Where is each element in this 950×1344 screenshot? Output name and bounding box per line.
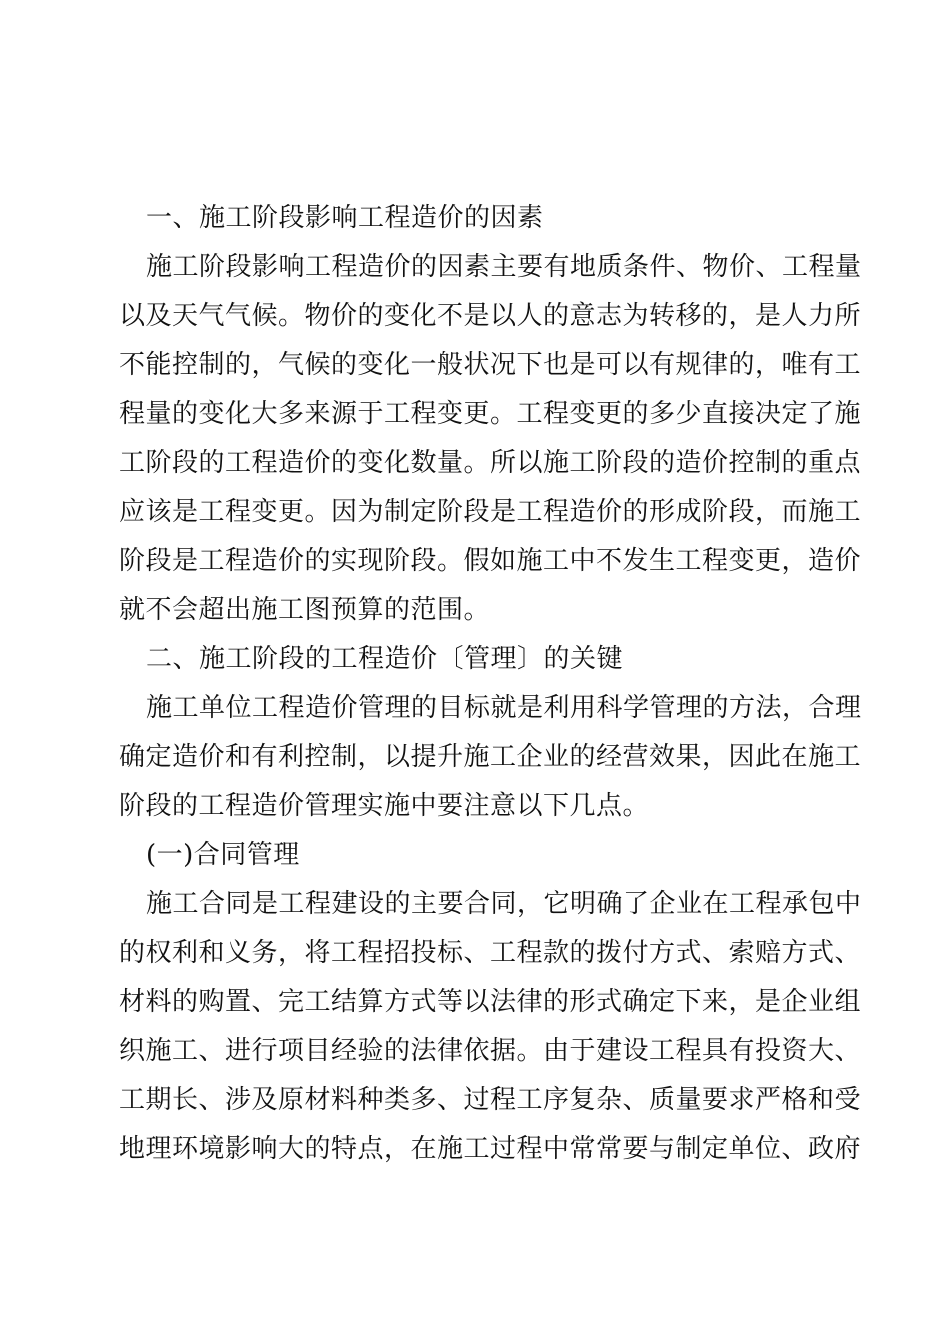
document-page [119,194,862,1174]
paragraph-line: 织施工、进行项目经验的法律依据。由于建设工程具有投资大、 [119,1036,862,1066]
paragraph-line: 材料的购置、完工结算方式等以法律的形式确定下来，是企业组 [119,987,862,1017]
paragraph-line: 以及天气气候。物价的变化不是以人的意志为转移的，是人力所 [119,301,862,331]
paragraph-line: 施工单位工程造价管理的目标就是利用科学管理的方法，合理 [146,693,862,723]
paragraph-line: 施工阶段影响工程造价的因素主要有地质条件、物价、工程量 [146,252,862,282]
subsection-heading: (一)合同管理 [146,840,300,870]
paragraph-line: 工期长、涉及原材料种类多、过程工序复杂、质量要求严格和受 [119,1085,862,1115]
paragraph-line: 的权利和义务，将工程招投标、工程款的拨付方式、索赔方式、 [119,938,862,968]
paragraph-line: 确定造价和有利控制，以提升施工企业的经营效果，因此在施工 [119,742,862,772]
paragraph-line: 地理环境影响大的特点，在施工过程中常常要与制定单位、政府 [119,1134,862,1164]
section-heading-1: 一、施工阶段影响工程造价的因素 [146,203,544,233]
paragraph-line: 应该是工程变更。因为制定阶段是工程造价的形成阶段，而施工 [119,497,862,527]
paragraph-line: 施工合同是工程建设的主要合同，它明确了企业在工程承包中 [146,889,862,919]
section-heading-2: 二、施工阶段的工程造价〔管理〕的关键 [146,644,624,674]
paragraph-line: 阶段的工程造价管理实施中要注意以下几点。 [119,791,650,821]
paragraph-line: 程量的变化大多来源于工程变更。工程变更的多少直接决定了施 [119,399,862,429]
paragraph-line: 阶段是工程造价的实现阶段。假如施工中不发生工程变更，造价 [119,546,862,576]
paragraph-line: 工阶段的工程造价的变化数量。所以施工阶段的造价控制的重点 [119,448,862,478]
paragraph-line: 不能控制的，气候的变化一般状况下也是可以有规律的，唯有工 [119,350,862,380]
paragraph-line: 就不会超出施工图预算的范围。 [119,595,491,625]
